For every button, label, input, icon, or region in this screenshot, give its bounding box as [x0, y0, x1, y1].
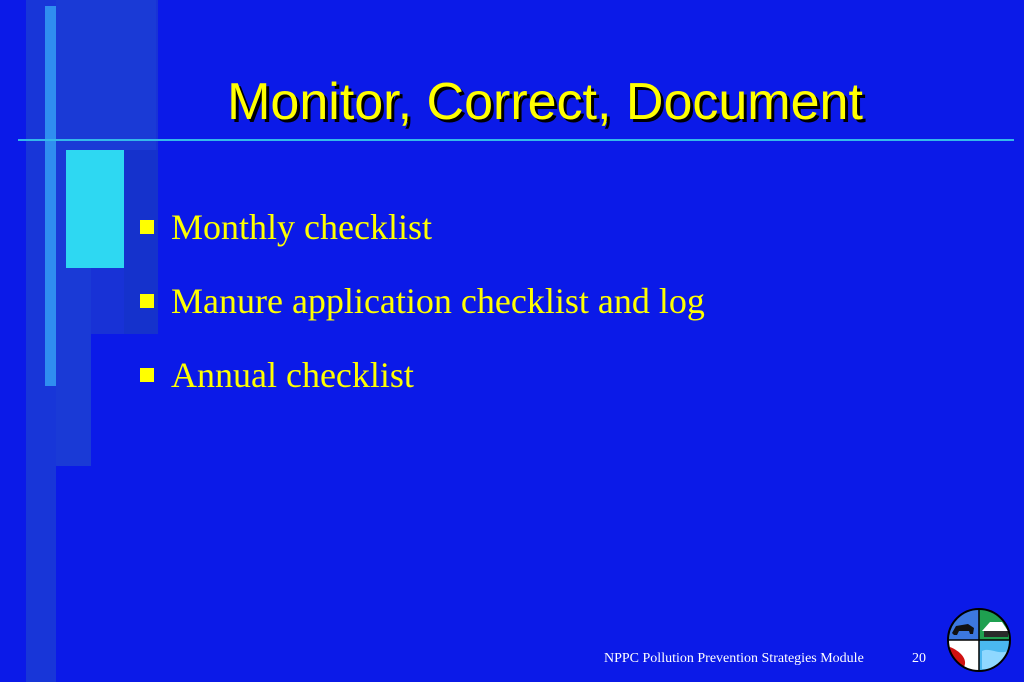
title-divider	[18, 139, 1014, 141]
page-number: 20	[912, 651, 926, 666]
bullet-text: Monthly checklist	[171, 207, 432, 247]
square-bullet-icon	[140, 294, 154, 308]
square-bullet-icon	[140, 368, 154, 382]
slide-title: Monitor, Correct, Document	[227, 73, 863, 131]
decorative-bar	[66, 150, 124, 268]
bullet-item	[140, 338, 705, 412]
bullet-text: Annual checklist	[171, 355, 414, 395]
bullet-text: Manure application checklist and log	[171, 281, 705, 321]
footer-text: NPPC Pollution Prevention Strategies Module	[604, 651, 864, 666]
bullet-list	[140, 190, 705, 412]
bullet-item	[140, 190, 705, 264]
bullet-item	[140, 264, 705, 338]
square-bullet-icon	[140, 220, 154, 234]
nppc-logo-icon	[946, 607, 1012, 673]
